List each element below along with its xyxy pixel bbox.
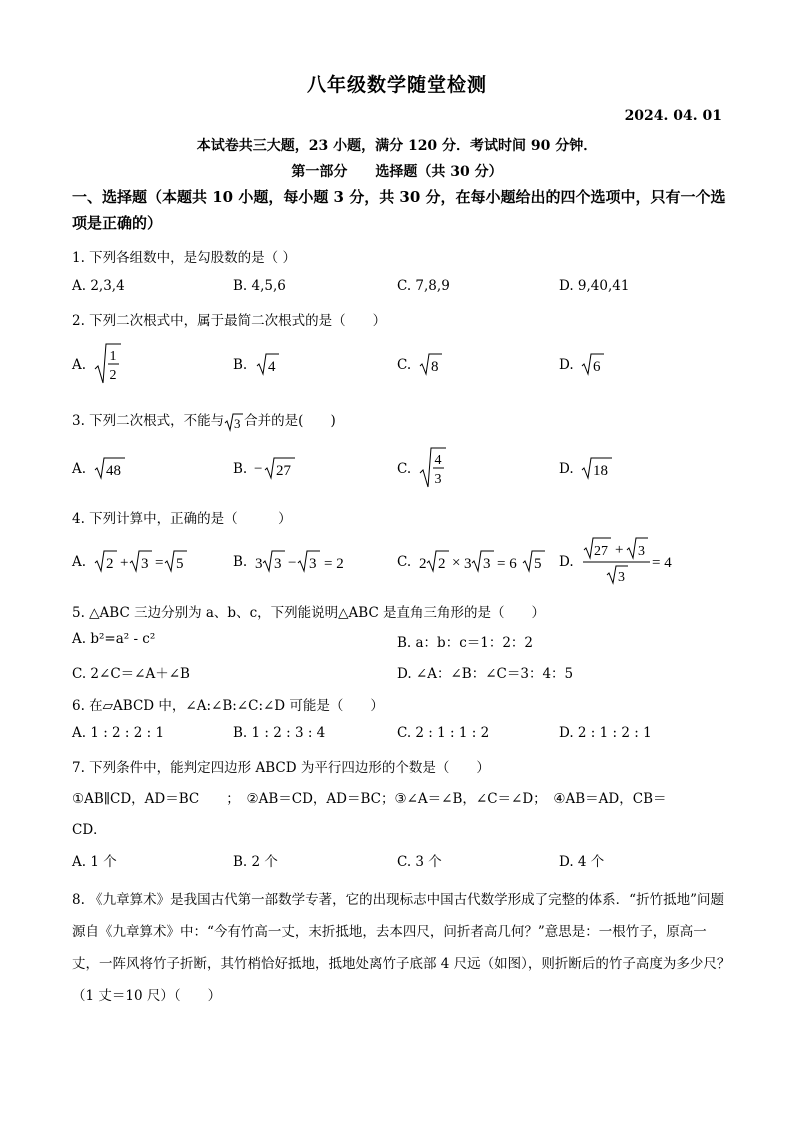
q1-option-b[interactable]: B. 4,5,6 bbox=[233, 278, 286, 294]
exam-info: 本试卷共三大题，23 小题，满分 120 分．考试时间 90 分钟． bbox=[196, 138, 598, 154]
radicand: 5 bbox=[176, 556, 184, 572]
radicand: 8 bbox=[431, 359, 439, 375]
question-4-stem: 4. 下列计算中，正确的是（ ） bbox=[72, 511, 292, 527]
radicand: 2 bbox=[438, 556, 446, 572]
page-title: 八年级数学随堂检测 bbox=[306, 74, 487, 96]
result: = 6 bbox=[497, 556, 517, 572]
option-label: C. bbox=[397, 461, 412, 477]
radicand: 27 bbox=[594, 544, 608, 559]
q3-a-sqrt bbox=[93, 456, 127, 480]
plus-sign: + bbox=[615, 542, 624, 558]
q6-option-c[interactable]: C. 2 : 1 : 1 : 2 bbox=[397, 725, 490, 741]
q2-option-d[interactable] bbox=[559, 357, 574, 373]
question-6-stem: 6. 在▱ABCD 中，∠A:∠B:∠C:∠D 可能是（ ） bbox=[72, 698, 384, 714]
q3-option-b[interactable] bbox=[233, 461, 247, 477]
q3-option-a[interactable] bbox=[72, 461, 86, 477]
q7-option-c[interactable]: C. 3 个 bbox=[397, 854, 442, 870]
stem-text: 合并的是( ) bbox=[244, 413, 336, 429]
q7-conditions-end: CD． bbox=[72, 822, 107, 838]
q1-option-c[interactable]: C. 7,8,9 bbox=[397, 278, 450, 294]
q4-option-b[interactable] bbox=[233, 554, 247, 570]
option-label: D. bbox=[559, 461, 574, 477]
q3-c-sqrt-fraction bbox=[418, 445, 448, 490]
q7-option-d[interactable]: D. 4 个 bbox=[559, 854, 605, 870]
radicand: 3 bbox=[274, 556, 282, 572]
plus-sign: + bbox=[120, 555, 129, 571]
q2-option-b[interactable] bbox=[233, 357, 247, 373]
sqrt3-inline bbox=[224, 412, 244, 432]
option-label: A. bbox=[72, 461, 87, 477]
option-label: D. bbox=[559, 554, 574, 570]
coefficient: 3 bbox=[255, 556, 263, 572]
q2-a-sqrt-fraction bbox=[93, 341, 123, 386]
q2-d-sqrt bbox=[580, 352, 606, 376]
q2-option-a[interactable] bbox=[72, 357, 86, 373]
q4-d-expression bbox=[582, 536, 682, 588]
q6-option-a[interactable]: A. 1 : 2 : 2 : 1 bbox=[72, 725, 165, 741]
q3-d-sqrt bbox=[580, 456, 614, 480]
q5-option-d[interactable]: D. ∠A：∠B：∠C＝3：4：5 bbox=[397, 666, 574, 682]
q1-option-a[interactable]: A. 2,3,4 bbox=[72, 278, 125, 294]
minus-sign: − bbox=[288, 555, 297, 571]
question-8-text: 8. 《九章算术》是我国古代第一部数学专著，它的出现标志中国古代数学形成了完整的体系．“折竹抵地”问题源自《九章算术》中：“今有竹高一丈，末折抵地，去本四尺，问折者高几何？”意思是：一根竹子，原高一丈，一阵风将竹子折断，其竹梢恰好抵地，抵地处离竹子底部 4 尺远（如图），则折断后的竹子高度为多少尺？（1 丈＝10 尺）（ ） bbox=[72, 892, 731, 1004]
q3-b-sqrt bbox=[253, 456, 297, 480]
option-label: C. bbox=[397, 554, 412, 570]
question-5-stem: 5. △ABC 三边分别为 a、b、c，下列能说明△ABC 是直角三角形的是（ ） bbox=[72, 605, 546, 621]
q7-option-b[interactable]: B. 2 个 bbox=[233, 854, 278, 870]
question-1-stem: 1. 下列各组数中，是勾股数的是（ ） bbox=[72, 250, 296, 266]
option-label: B. bbox=[233, 461, 248, 477]
denominator: 3 bbox=[618, 570, 625, 585]
q6-option-d[interactable]: D. 2 : 1 : 2 : 1 bbox=[559, 725, 652, 741]
option-label: D. bbox=[559, 357, 574, 373]
q2-c-sqrt bbox=[418, 352, 444, 376]
q4-option-d[interactable] bbox=[559, 554, 574, 570]
q5-option-b[interactable]: B. a：b：c＝1：2：2 bbox=[397, 635, 534, 651]
q7-conditions: ①AB∥CD，AD＝BC ； ②AB＝CD，AD＝BC；③∠A＝∠B，∠C＝∠D； ④AB＝AD，CB＝ bbox=[72, 791, 667, 807]
q2-b-sqrt bbox=[255, 352, 281, 376]
q5-option-a[interactable]: A. b²=a² - c² bbox=[72, 631, 156, 647]
section-heading: 一、选择题（本题共 10 小题，每小题 3 分，共 30 分，在每小题给出的四个选项中，只有一个选项是正确的） bbox=[72, 188, 726, 232]
question-2-stem: 2. 下列二次根式中，属于最简二次根式的是（ ） bbox=[72, 313, 387, 329]
radicand: 3 bbox=[638, 544, 645, 559]
result: = 2 bbox=[324, 556, 344, 572]
radicand: 4 bbox=[268, 359, 276, 375]
q6-option-b[interactable]: B. 1 : 2 : 3 : 4 bbox=[233, 725, 326, 741]
radicand: 3 bbox=[234, 415, 241, 431]
q4-b-expression bbox=[254, 549, 354, 573]
radicand: 3 bbox=[309, 556, 317, 572]
option-label: C. bbox=[397, 357, 412, 373]
option-label: B. bbox=[233, 357, 248, 373]
radicand: 3 bbox=[141, 556, 149, 572]
q1-option-d[interactable]: D. 9,40,41 bbox=[559, 278, 630, 294]
radicand: 6 bbox=[593, 359, 601, 375]
times-sign: × bbox=[452, 555, 461, 571]
radicand: 3 bbox=[483, 556, 491, 572]
q4-a-expression bbox=[93, 549, 193, 573]
q4-option-c[interactable] bbox=[397, 554, 411, 570]
radicand: 5 bbox=[534, 556, 542, 572]
radicand: 18 bbox=[593, 463, 608, 479]
option-label: A. bbox=[72, 357, 87, 373]
question-3-stem bbox=[72, 409, 336, 432]
q7-option-a[interactable]: A. 1 个 bbox=[72, 854, 117, 870]
equals-sign: = bbox=[155, 555, 164, 571]
coefficient: 2 bbox=[419, 556, 427, 572]
q3-option-c[interactable] bbox=[397, 461, 411, 477]
radicand: 27 bbox=[276, 463, 291, 479]
denominator: 2 bbox=[109, 368, 117, 383]
radicand: 2 bbox=[106, 556, 114, 572]
result: = 4 bbox=[652, 555, 672, 571]
q3-option-d[interactable] bbox=[559, 461, 574, 477]
q2-option-c[interactable] bbox=[397, 357, 411, 373]
question-7-stem: 7. 下列条件中，能判定四边形 ABCD 为平行四边形的个数是（ ） bbox=[72, 760, 490, 776]
numerator: 1 bbox=[109, 349, 117, 364]
numerator: 4 bbox=[434, 453, 442, 468]
minus-sign: − bbox=[254, 461, 263, 477]
exam-date: 2024. 04. 01 bbox=[624, 108, 722, 124]
part-heading: 第一部分 选择题（共 30 分） bbox=[291, 164, 503, 180]
option-label: B. bbox=[233, 554, 248, 570]
denominator: 3 bbox=[434, 472, 442, 487]
option-label: A. bbox=[72, 554, 87, 570]
q4-c-expression bbox=[418, 549, 548, 573]
stem-text: 3. 下列二次根式，不能与 bbox=[72, 413, 225, 429]
radicand: 48 bbox=[106, 463, 121, 479]
q5-option-c[interactable]: C. 2∠C＝∠A＋∠B bbox=[72, 666, 190, 682]
q4-option-a[interactable] bbox=[72, 554, 86, 570]
coefficient: 3 bbox=[464, 556, 472, 572]
